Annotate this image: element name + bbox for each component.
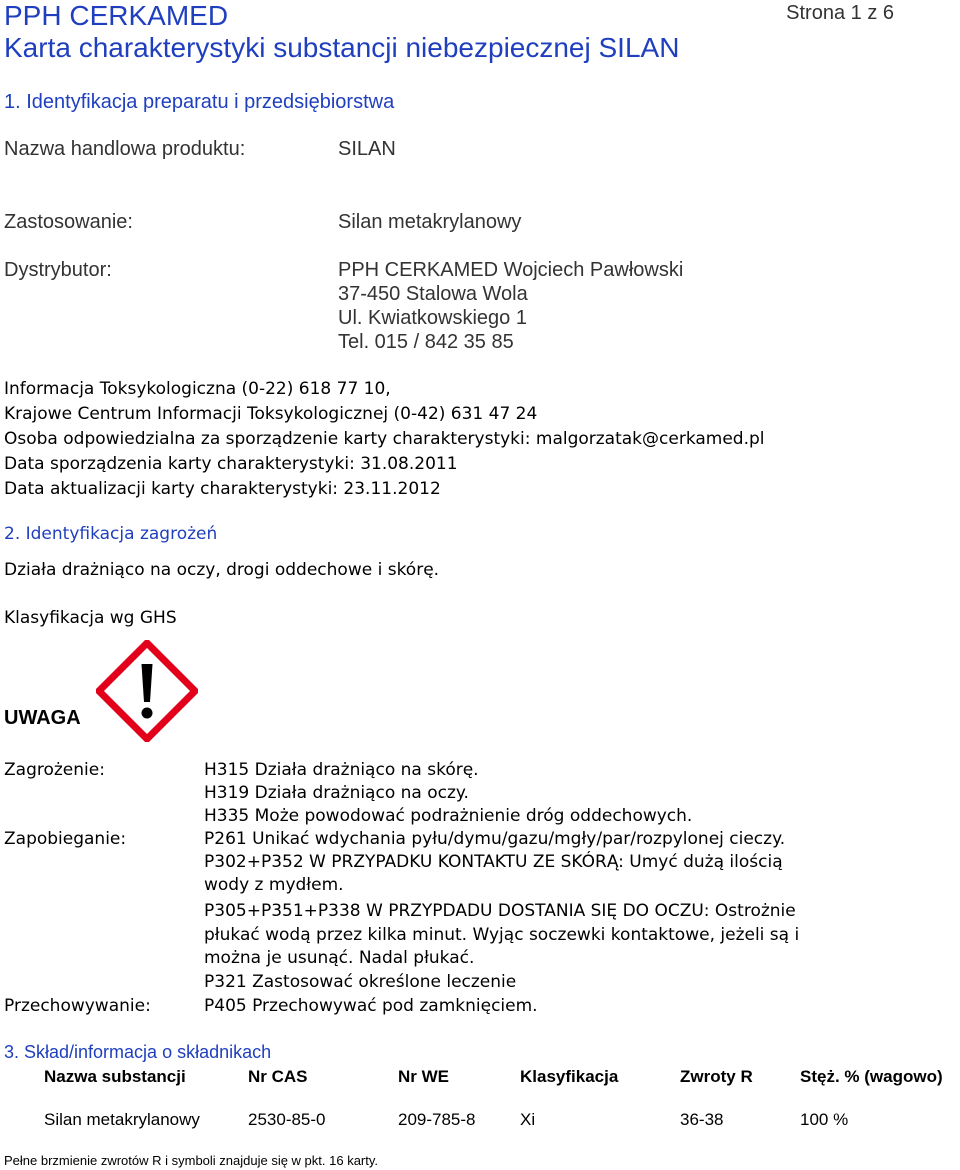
distributor-line: Tel. 015 / 842 35 85 [338, 331, 514, 353]
hazard-statement: H319 Działa drażniąco na oczy. [204, 783, 469, 803]
info-line: Data aktualizacji karty charakterystyki: 23.11.2012 [4, 479, 441, 499]
info-line: Krajowe Centrum Informacji Toksykologicznej (0-42) 631 47 24 [4, 404, 538, 424]
info-line: Data sporządzenia karty charakterystyki: 31.08.2011 [4, 454, 458, 474]
table-cell: 100 % [800, 1110, 849, 1129]
prevention-statement: płukać wodą przez kilka minut. Wyjąc soczewki kontaktowe, jeżeli są i [204, 925, 800, 945]
distributor-label: Dystrybutor: [4, 259, 112, 281]
section-1-heading: 1. Identyfikacja preparatu i przedsiębiorstwa [4, 91, 395, 113]
distributor-line: PPH CERKAMED Wojciech Pawłowski [338, 259, 684, 281]
hazard-statement: H315 Działa drażniąco na skórę. [204, 760, 479, 780]
table-cell: Silan metakrylanowy [44, 1110, 200, 1129]
use-value: Silan metakrylanowy [338, 211, 522, 233]
column-header: Nr WE [398, 1067, 449, 1086]
prevention-statement: P261 Unikać wdychania pyłu/dymu/gazu/mgły/par/rozpylonej cieczy. [204, 829, 786, 849]
ghs-classification-label: Klasyfikacja wg GHS [4, 608, 177, 628]
column-header: Stęż. % (wagowo) [800, 1067, 943, 1086]
table-cell: 2530-85-0 [248, 1110, 326, 1129]
storage-label: Przechowywanie: [4, 996, 151, 1016]
column-header: Nazwa substancji [44, 1067, 186, 1086]
prevention-statement: P302+P352 W PRZYPADKU KONTAKTU ZE SKÓRĄ: Umyć dużą ilością [204, 852, 783, 872]
composition-table [44, 1066, 960, 1131]
contact-email-line: Osoba odpowiedzialna za sporządzenie karty charakterystyki: malgorzatak@cerkamed.pl [4, 429, 765, 449]
use-label: Zastosowanie: [4, 211, 133, 233]
prevention-statement: wody z mydłem. [204, 875, 344, 895]
signal-word: UWAGA [4, 707, 81, 729]
page-number: Strona 1 z 6 [786, 2, 894, 24]
table-cell: Xi [520, 1110, 536, 1129]
prevention-label: Zapobieganie: [4, 829, 127, 849]
prevention-statement: można je usunąć. Nadal płukać. [204, 948, 475, 968]
column-header: Klasyfikacja [520, 1067, 619, 1086]
distributor-line: 37-450 Stalowa Wola [338, 283, 528, 305]
info-line: Informacja Toksykologiczna (0-22) 618 77 10, [4, 379, 391, 399]
column-header: Nr CAS [248, 1067, 308, 1086]
table-cell: 209-785-8 [398, 1110, 476, 1129]
storage-statement: P405 Przechowywać pod zamknięciem. [204, 996, 538, 1016]
hazard-statement: H335 Może powodować podrażnienie dróg oddechowych. [204, 806, 693, 826]
prevention-statement: P305+P351+P338 W PRZYPDADU DOSTANIA SIĘ DO OCZU: Ostrożnie [204, 901, 796, 921]
prevention-statement: P321 Zastosować określone leczenie [204, 972, 517, 992]
table-header-row [44, 1066, 960, 1088]
trade-name-value: SILAN [338, 138, 396, 160]
ghs07-exclamation-icon [96, 640, 198, 742]
table-cell: 36-38 [680, 1110, 724, 1129]
hazard-effect: Działa drażniąco na oczy, drogi oddechowe i skórę. [4, 560, 440, 580]
hazard-statements-label: Zagrożenie: [4, 760, 105, 780]
section-2-heading: 2. Identyfikacja zagrożeń [4, 524, 218, 544]
footer-note: Pełne brzmienie zwrotów R i symboli znajduje się w pkt. 16 karty. [4, 1153, 379, 1168]
company-name: PPH CERKAMED [4, 0, 229, 31]
trade-name-label: Nazwa handlowa produktu: [4, 138, 246, 160]
table-row [44, 1088, 960, 1131]
section-3-heading: 3. Skład/informacja o składnikach [4, 1042, 272, 1062]
column-header: Zwroty R [680, 1067, 753, 1086]
document-title: Karta charakterystyki substancji niebezpiecznej SILAN [4, 32, 680, 63]
distributor-line: Ul. Kwiatkowskiego 1 [338, 307, 527, 329]
